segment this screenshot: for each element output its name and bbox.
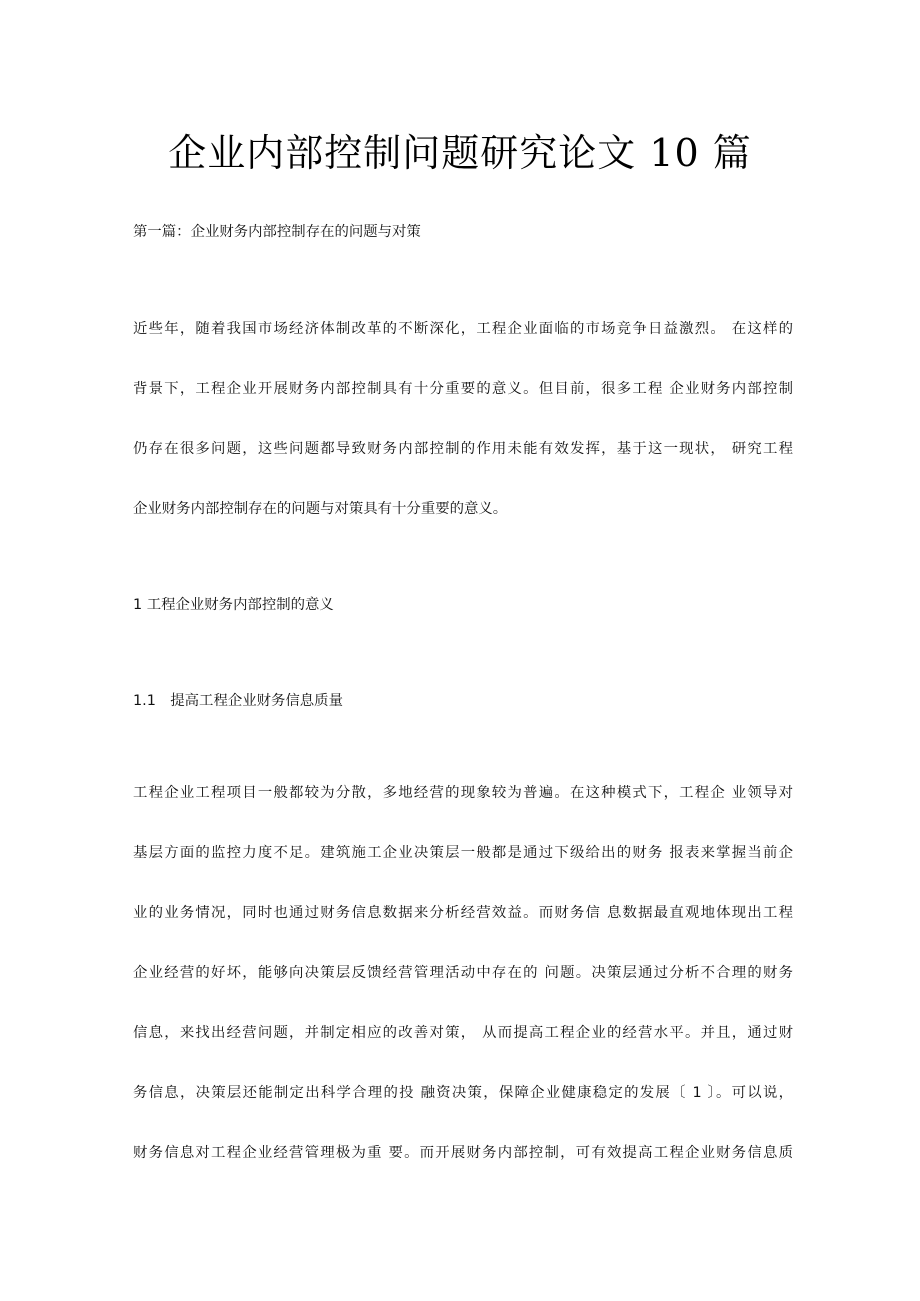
subsection-heading: 1.1 提高工程企业财务信息质量 (133, 693, 343, 709)
intro-paragraph-line: 背景下，工程企业开展财务内部控制具有十分重要的意义。但目前，很多工程 企业财务内部控制 (133, 381, 793, 397)
body-paragraph-line: 财务信息对工程企业经营管理极为重 要。而开展财务内部控制，可有效提高工程企业财务信息质 (133, 1145, 793, 1161)
section-heading: 1 工程企业财务内部控制的意义 (133, 597, 334, 613)
document-title: 企业内部控制问题研究论文 10 篇 (168, 131, 752, 175)
intro-paragraph-line: 仍存在很多问题，这些问题都导致财务内部控制的作用未能有效发挥，基于这一现状， 研究工程 (133, 441, 793, 457)
body-paragraph-line: 基层方面的监控力度不足。建筑施工企业决策层一般都是通过下级给出的财务 报表来掌握当前企 (133, 845, 793, 861)
body-paragraph-line: 企业经营的好坏，能够向决策层反馈经营管理活动中存在的 问题。决策层通过分析不合理的财务 (133, 965, 793, 981)
body-paragraph-line: 信息，来找出经营问题，并制定相应的改善对策， 从而提高工程企业的经营水平。并且，通过财 (133, 1025, 793, 1041)
body-paragraph-line: 工程企业工程项目一般都较为分散，多地经营的现象较为普遍。在这种模式下，工程企 业领导对 (133, 785, 793, 801)
body-paragraph-line: 业的业务情况，同时也通过财务信息数据来分析经营效益。而财务信 息数据最直观地体现出工程 (133, 905, 793, 921)
body-paragraph-line: 务信息，决策层还能制定出科学合理的投 融资决策，保障企业健康稳定的发展〔 1 〕。可以说， (133, 1085, 793, 1101)
intro-paragraph-line: 企业财务内部控制存在的问题与对策具有十分重要的意义。 (133, 501, 508, 517)
chapter-heading: 第一篇：企业财务内部控制存在的问题与对策 (133, 224, 421, 240)
intro-paragraph-line: 近些年，随着我国市场经济体制改革的不断深化，工程企业面临的市场竞争日益激烈。 在这样的 (133, 321, 793, 337)
